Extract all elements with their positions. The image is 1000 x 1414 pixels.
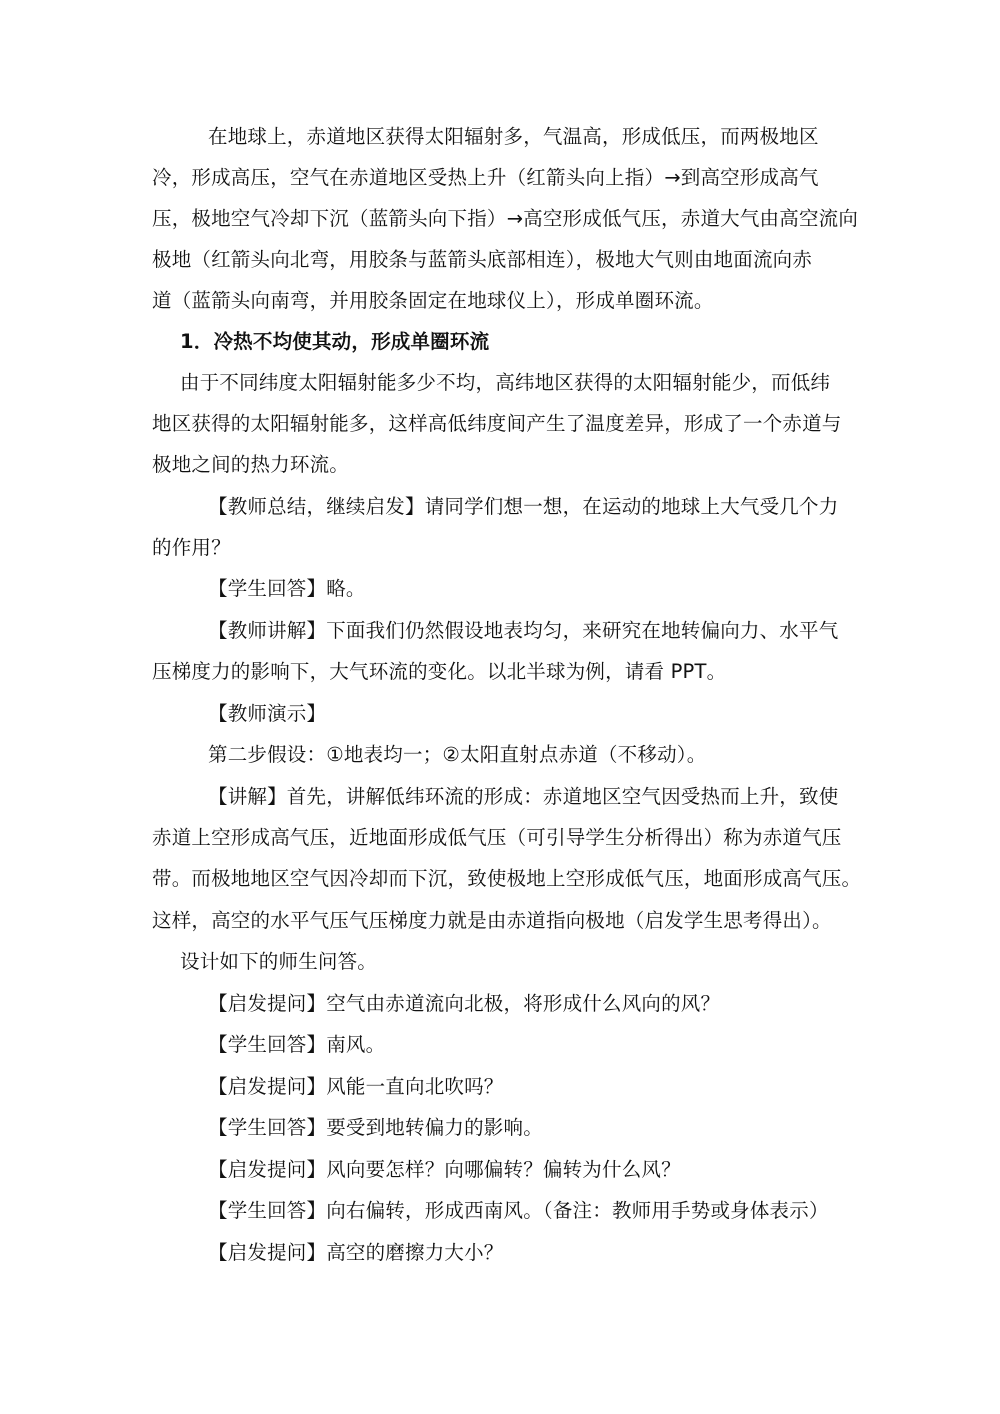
explain-line-4: 这样，高空的水平气压气压梯度力就是由赤道指向极地（启发学生思考得出）。 xyxy=(152,909,832,932)
teacher-explain-line: 【教师讲解】下面我们仍然假设地表均匀，来研究在地转偏向力、水平气 xyxy=(208,619,839,642)
paragraph-line-4: 极地（红箭头向北弯，用胶条与蓝箭头底部相连），极地大气则由地面流向赤 xyxy=(152,248,813,271)
paragraph-line-3: 压，极地空气冷却下沉（蓝箭头向下指）→高空形成低气压，赤道大气由高空流向 xyxy=(152,207,859,230)
teacher-summary-line: 【教师总结，继续启发】请同学们想一想，在运动的地球上大气受几个力 xyxy=(208,495,839,518)
section-heading: 1．冷热不均使其动，形成单圈环流 xyxy=(180,330,490,353)
paragraph-line-7: 由于不同纬度太阳辐射能多少不均，高纬地区获得的太阳辐射能少，而低纬 xyxy=(180,371,831,394)
student-answer-line: 【学生回答】略。 xyxy=(208,577,366,600)
teacher-demo-label: 【教师演示】 xyxy=(208,702,327,725)
paragraph-line-2: 冷，形成高压，空气在赤道地区受热上升（红箭头向上指）→到高空形成高气 xyxy=(152,166,819,189)
teacher-explain-cont: 压梯度力的影响下，大气环流的变化。以北半球为例，请看 PPT。 xyxy=(152,660,727,683)
paragraph-line-1: 在地球上，赤道地区获得太阳辐射多，气温高，形成低压，而两极地区 xyxy=(208,125,819,148)
paragraph-line-8: 地区获得的太阳辐射能多，这样高低纬度间产生了温度差异，形成了一个赤道与 xyxy=(152,412,842,435)
assumption-line: 第二步假设：①地表均一；②太阳直射点赤道（不移动）。 xyxy=(208,743,707,766)
qa-answer-3: 【学生回答】向右偏转，形成西南风。（备注：教师用手势或身体表示） xyxy=(208,1199,829,1222)
teacher-summary-cont: 的作用？ xyxy=(152,536,231,559)
qa-answer-2: 【学生回答】要受到地转偏力的影响。 xyxy=(208,1116,543,1139)
explain-line-1: 【讲解】首先，讲解低纬环流的形成：赤道地区空气因受热而上升，致使 xyxy=(208,785,839,808)
qa-question-4: 【启发提问】高空的磨擦力大小？ xyxy=(208,1241,504,1264)
qa-question-1: 【启发提问】空气由赤道流向北极，将形成什么风向的风？ xyxy=(208,992,721,1015)
explain-line-2: 赤道上空形成高气压，近地面形成低气压（可引导学生分析得出）称为赤道气压 xyxy=(152,826,842,849)
explain-line-3: 带。而极地地区空气因冷却而下沉，致使极地上空形成低气压，地面形成高气压。 xyxy=(152,867,862,890)
qa-answer-1: 【学生回答】南风。 xyxy=(208,1033,386,1056)
qa-question-2: 【启发提问】风能一直向北吹吗？ xyxy=(208,1075,504,1098)
qa-intro-line: 设计如下的师生问答。 xyxy=(180,950,378,973)
paragraph-line-9: 极地之间的热力环流。 xyxy=(152,453,350,476)
qa-question-3: 【启发提问】风向要怎样？向哪偏转？偏转为什么风？ xyxy=(208,1158,681,1181)
paragraph-line-5: 道（蓝箭头向南弯，并用胶条固定在地球仪上），形成单圈环流。 xyxy=(152,289,714,312)
